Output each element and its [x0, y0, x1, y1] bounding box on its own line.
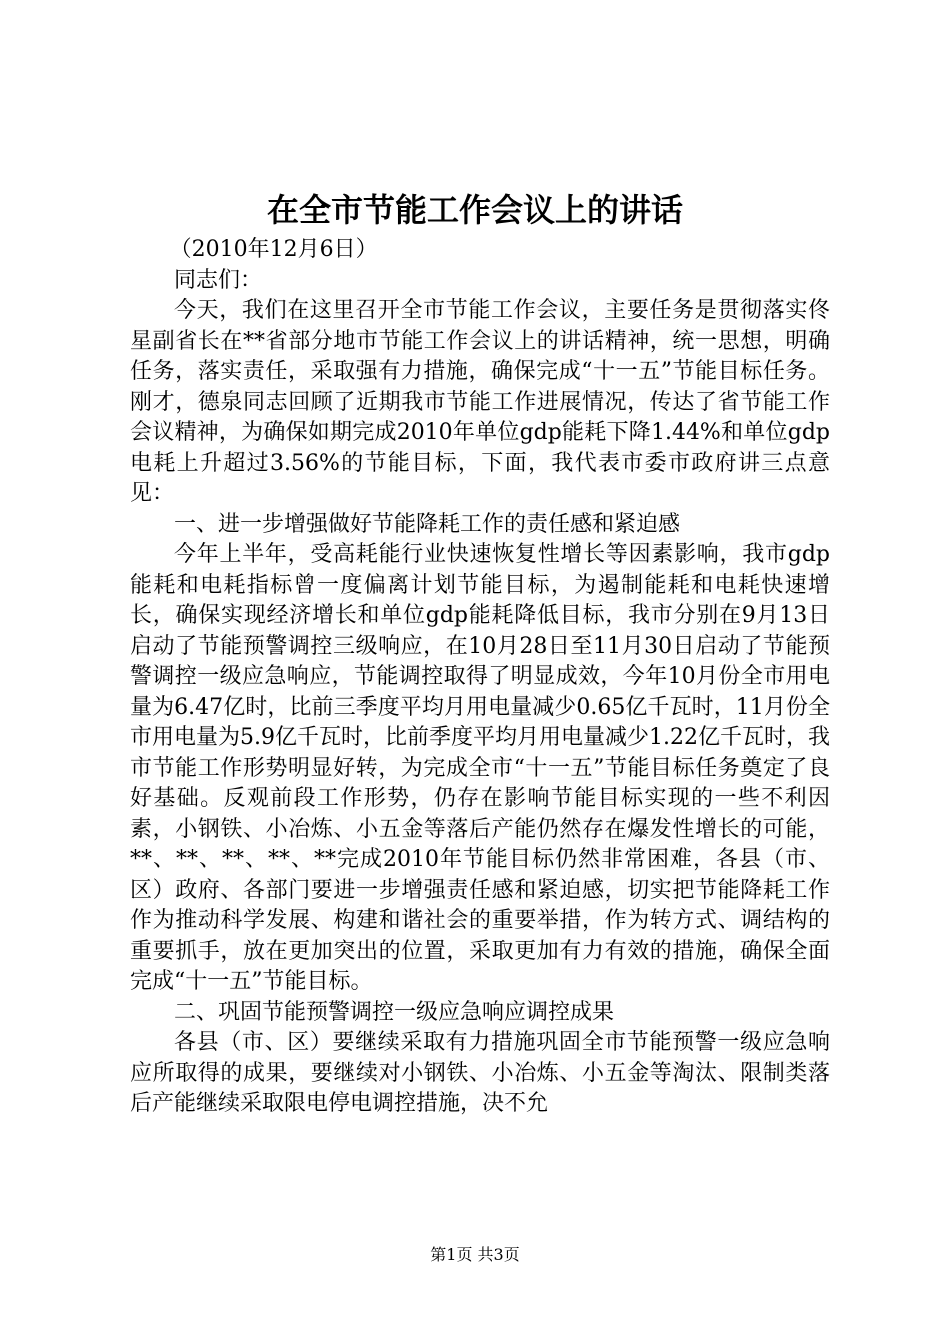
speech-date: （2010年12月6日） [169, 237, 378, 262]
page-title: 在全市节能工作会议上的讲话 [266, 191, 683, 229]
document-body [130, 235, 830, 1120]
paragraph-section-2: 各县（市、区）要继续采取有力措施巩固全市节能预警一级应急响应所取得的成果，要继续对小钢铁、小冶炼、小五金等淘汰、限制类落后产能继续采取限电停电调控措施，决不允 [130, 1030, 830, 1116]
page-footer: 第1页 共3页 [430, 1245, 520, 1264]
salutation: 同志们： [174, 267, 263, 293]
section-heading-2: 二、巩固节能预警调控一级应急响应调控成果 [174, 999, 615, 1025]
paragraph-intro: 今天，我们在这里召开全市节能工作会议，主要任务是贯彻落实佟星副省长在**省部分地市节能工作会议上的讲话精神，统一思想，明确任务，落实责任，采取强有力措施，确保完成“十一五”节能目标任务。刚才，德泉同志回顾了近期我市节能工作进展情况，传达了省节能工作会议精神，为确保如期完成2010年单位gdp能耗下降1.44%和单位gdp电耗上升超过3.56%的节能目标，下面，我代表市委市政府讲三点意见： [130, 298, 830, 506]
section-heading-1: 一、进一步增强做好节能降耗工作的责任感和紧迫感 [174, 511, 681, 537]
paragraph-section-1: 今年上半年，受高耗能行业快速恢复性增长等因素影响，我市gdp能耗和电耗指标曾一度偏离计划节能目标，为遏制能耗和电耗快速增长，确保实现经济增长和单位gdp能耗降低目标，我市分别在9月13日启动了节能预警调控三级响应，在10月28日至11月30日启动了节能预警调控一级应急响应，节能调控取得了明显成效，今年10月份全市用电量为6.47亿时，比前三季度平均月用电量减少0.65亿千瓦时，11月份全市用电量为5.9亿千瓦时，比前季度平均月用电量减少1.22亿千瓦时，我市节能工作形势明显好转，为完成全市“十一五”节能目标任务奠定了良好基础。反观前段工作形势，仍存在影响节能目标实现的一些不利因素，小钢铁、小冶炼、小五金等落后产能仍然存在爆发性增长的可能，**、**、**、**、**完成2010年节能目标仍然非常困难，各县（市、区）政府、各部门要进一步增强责任感和紧迫感，切实把节能降耗工作作为推动科学发展、构建和谐社会的重要举措，作为转方式、调结构的重要抓手，放在更加突出的位置，采取更加有力有效的措施，确保全面完成“十一五”节能目标。 [130, 542, 830, 994]
